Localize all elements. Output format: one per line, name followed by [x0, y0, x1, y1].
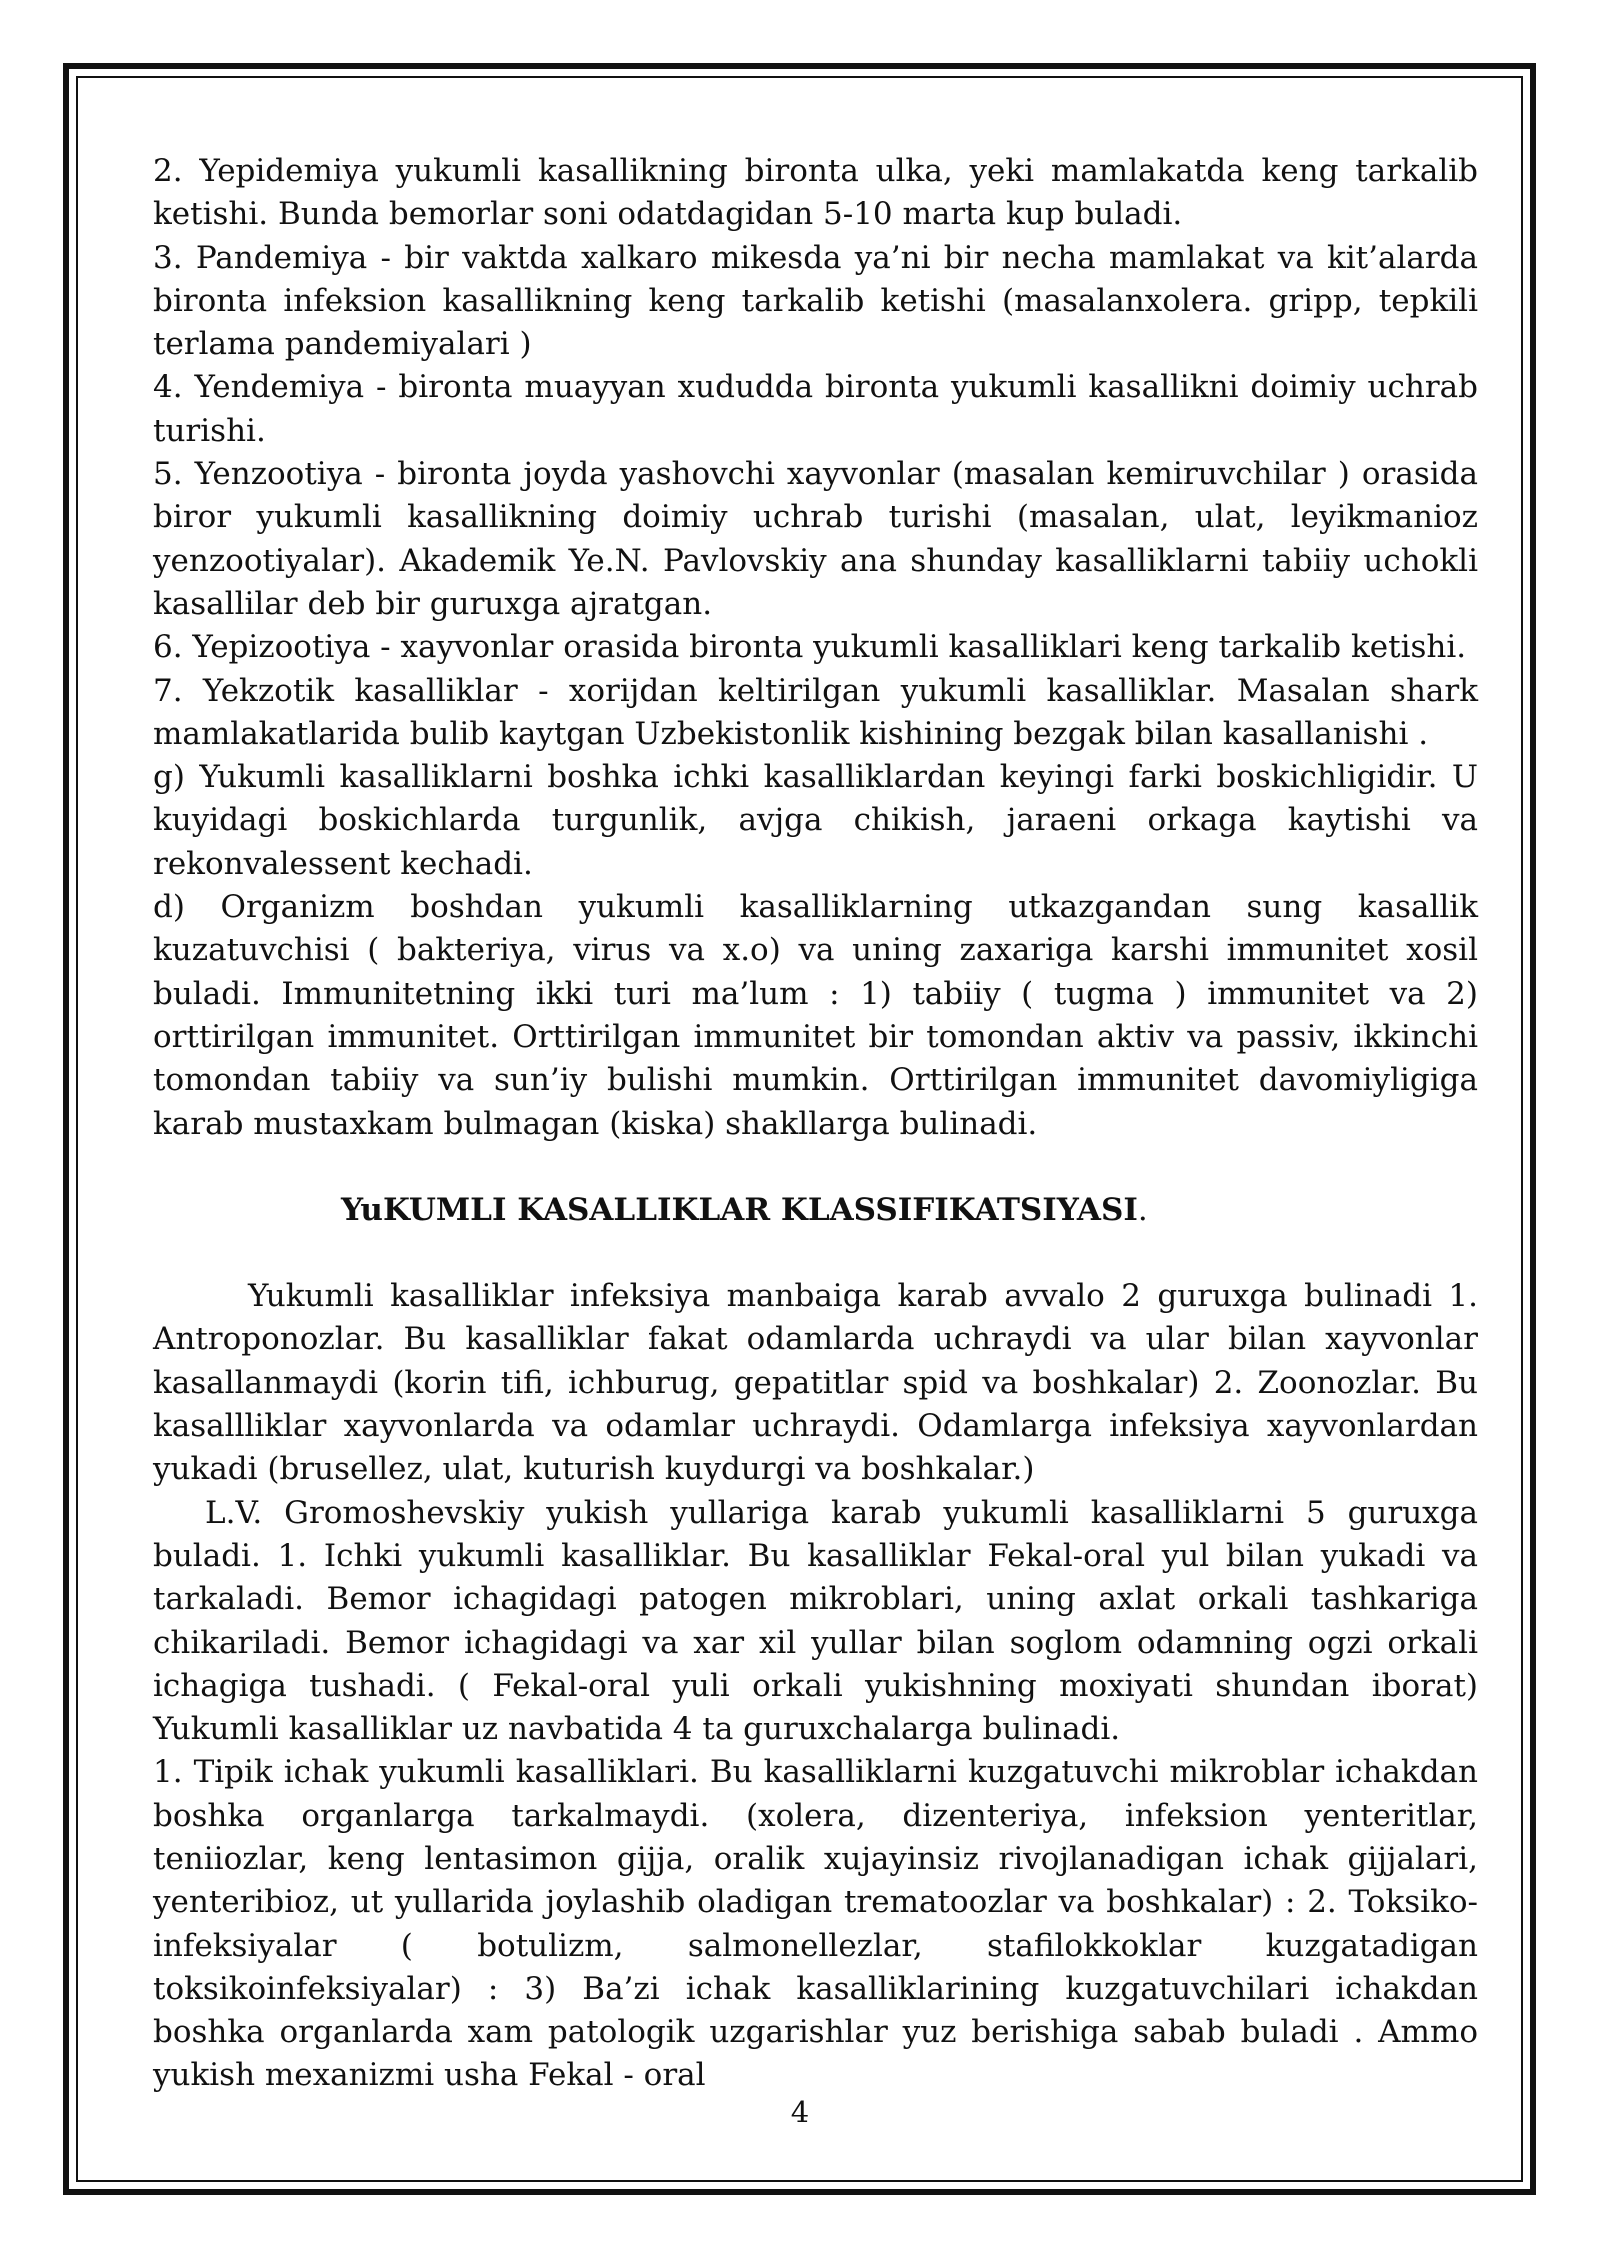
page-number: 4: [790, 2095, 810, 2129]
section-heading: [341, 1189, 1478, 1232]
section-heading-text: YuKUMLI KASALLIKLAR KLASSIFIKATSIYASI: [341, 1191, 1138, 1228]
paragraph-epizootic: 6. Yepizootiya - xayvonlar orasida bironta yukumli kasalliklari keng tarkalib ketishi.: [153, 629, 1467, 666]
paragraph-transmission-routes: L.V. Gromoshevskiy yukish yullariga karab yukumli kasalliklarni 5 guruxga buladi. 1. Ichki yukumli kasalliklar. Bu kasalliklar Fekal-oral yul bilan yukadi va tarkaladi. Bemor ichagidagi patogen mikroblari, uning axlat orkali tashkariga chikariladi. Bemor ichagidagi va xar xil yullar bilan soglom odamning ogzi orkali ichagiga tushadi. ( Fekal-oral yuli orkali yukishning moxiyati shundan iborat) Yukumli kasalliklar uz navbatida 4 ta guruxchalarga bulinadi.: [153, 1494, 1478, 1748]
paragraph-exotic: 7. Yekzotik kasalliklar - xorijdan keltirilgan yukumli kasalliklar. Masalan shark mamlakatlarida bulib kaytgan Uzbekistonlik kishining bezgak bilan kasallanishi .: [153, 672, 1478, 752]
paragraph-intestinal-infections: 1. Tipik ichak yukumli kasalliklari. Bu kasalliklarni kuzgatuvchi mikroblar ichakdan boshka organlarga tarkalmaydi. (xolera, dizenteriya, infeksion yenteritlar, teniiozlar, keng lentasimon gijja, oralik xujayinsiz rivojlanadigan ichak gijjalari, yenteribioz, ut yullarida joylashib oladigan trematoozlar va boshkalar) : 2. Toksiko- infeksiyalar ( botulizm, salmonellezlar, stafilokkoklar kuzgatadigan toksikoinfeksiyalar) : 3) Ba’zi ichak kasalliklarining kuzgatuvchilari ichakdan boshka organlarda xam patologik uzgarishlar yuz berishiga sabab buladi . Ammo yukish mexanizmi usha Fekal - oral: [153, 1754, 1478, 2094]
paragraph-epidemic: 2. Yepidemiya yukumli kasallikning bironta ulka, yeki mamlakatda keng tarkalib ketishi. Bunda bemorlar soni odatdagidan 5-10 marta kup buladi.: [153, 153, 1478, 233]
document-body: [153, 150, 1478, 2098]
paragraph-infection-source: Yukumli kasalliklar infeksiya manbaiga karab avvalo 2 guruxga bulinadi 1. Antroponozlar. Bu kasalliklar fakat odamlarda uchraydi va ular bilan xayvonlar kasallanmaydi (korin tifi, ichburug, gepatitlar spid va boshkalar) 2. Zoonozlar. Bu kasallliklar xayvonlarda va odamlar uchraydi. Odamlarga infeksiya xayvonlardan yukadi (brusellez, ulat, kuturish kuydurgi va boshkalar.): [153, 1278, 1478, 1488]
paragraph-endemic: 4. Yendemiya - bironta muayyan xududda bironta yukumli kasallikni doimiy uchrab turishi.: [153, 369, 1478, 449]
paragraph-pandemic: 3. Pandemiya - bir vaktda xalkaro mikesda ya’ni bir necha mamlakat va kit’alarda bironta infeksion kasallikning keng tarkalib ketishi (masalanxolera. gripp, tepkili terlama pandemiyalari ): [153, 239, 1478, 363]
paragraph-enzootic: 5. Yenzootiya - bironta joyda yashovchi xayvonlar (masalan kemiruvchilar ) orasida biror yukumli kasallikning doimiy uchrab turishi (masalan, ulat, leyikmanioz yenzootiyalar). Akademik Ye.N. Pavlovskiy ana shunday kasalliklarni tabiiy uchokli kasallilar deb bir guruxga ajratgan.: [153, 456, 1478, 622]
paragraph-stages: g) Yukumli kasalliklarni boshka ichki kasalliklardan keyingi farki boskichligidir. U kuyidagi boskichlarda turgunlik, avjga chikish, jaraeni orkaga kaytishi va rekonvalessent kechadi.: [153, 759, 1478, 882]
paragraph-immunity: d) Organizm boshdan yukumli kasalliklarning utkazgandan sung kasallik kuzatuvchisi ( bakteriya, virus va x.o) va uning zaxariga karshi immunitet xosil buladi. Immunitetning ikki turi ma’lum : 1) tabiiy ( tugma ) immunitet va 2) orttirilgan immunitet. Orttirilgan immunitet bir tomondan aktiv va passiv, ikkinchi tomondan tabiiy va sun’iy bulishi mumkin. Orttirilgan immunitet davomiyligiga karab mustaxkam bulmagan (kiska) shakllarga bulinadi.: [153, 889, 1478, 1142]
section-heading-dot: .: [1137, 1191, 1148, 1228]
